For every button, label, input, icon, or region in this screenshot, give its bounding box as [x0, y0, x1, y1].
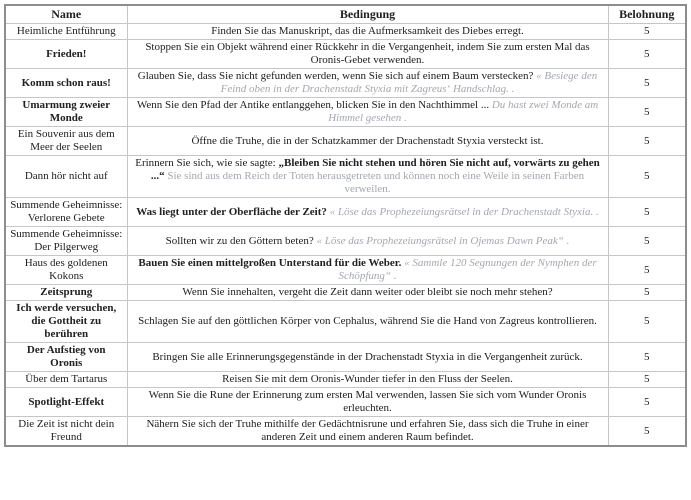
achievement-reward: 5: [608, 372, 686, 388]
condition-text: „Bleiben Sie nicht stehen und hören Sie nicht auf, vorwärts zu gehen ...“: [150, 157, 600, 182]
achievement-reward: 5: [608, 227, 686, 256]
condition-text: Was liegt unter der Oberfläche der Zeit?: [136, 205, 330, 218]
achievement-name: Über dem Tartarus: [5, 372, 127, 388]
column-header-reward: Belohnung: [608, 5, 686, 24]
achievement-name: Haus des goldenen Kokons: [5, 256, 127, 285]
achievement-condition: [127, 227, 608, 256]
achievement-name: Frieden!: [5, 40, 127, 69]
condition-text: Glauben Sie, dass Sie nicht gefunden werden, wenn Sie sich auf einem Baum verstecken?: [137, 70, 537, 82]
condition-text: Erinnern Sie sich, wie sie sagte:: [135, 157, 279, 169]
table-row: [5, 127, 686, 156]
table-row: [5, 285, 686, 301]
achievement-reward: 5: [608, 198, 686, 227]
condition-text: Wenn Sie den Pfad der Antike entlanggehen, blicken Sie in den Nachthimmel ...: [136, 99, 492, 111]
achievement-reward: 5: [608, 127, 686, 156]
condition-text: Stoppen Sie ein Objekt während einer Rückkehr in die Vergangenheit, indem Sie zum ersten Mal das Oronis-Gebet verwenden.: [145, 41, 590, 66]
column-header-condition: Bedingung: [127, 5, 608, 24]
achievement-condition: [127, 24, 608, 40]
table-body: [5, 24, 686, 447]
table-row: [5, 256, 686, 285]
condition-text: Schlagen Sie auf den göttlichen Körper von Cephalus, während Sie die Hand von Zagreus kontrollieren.: [138, 315, 597, 327]
column-header-name: Name: [5, 5, 127, 24]
condition-text: Bringen Sie alle Erinnerungsgegenstände in der Drachenstadt Styxia in die Vergangenheit zurück.: [152, 350, 583, 363]
achievement-name: Komm schon raus!: [5, 69, 127, 98]
condition-spoiler-text: Sie sind aus dem Reich der Toten herausgetreten und können noch eine Weile in seinen Farben verweilen.: [164, 170, 585, 195]
condition-spoiler-text: « Löse das Prophezeiungsrätsel in Ojemas Dawn Peak“ .: [316, 234, 570, 247]
achievement-condition: [127, 372, 608, 388]
achievement-condition: [127, 256, 608, 285]
condition-spoiler-text: « Löse das Prophezeiungsrätsel in der Drachenstadt Styxia. .: [329, 205, 599, 218]
condition-text: Finden Sie das Manuskript, das die Aufmerksamkeit des Diebes erregt.: [211, 25, 524, 37]
achievement-condition: [127, 285, 608, 301]
achievement-condition: [127, 388, 608, 417]
achievement-name: Der Aufstieg von Oronis: [5, 343, 127, 372]
achievement-reward: 5: [608, 343, 686, 372]
table-row: [5, 343, 686, 372]
achievement-reward: 5: [608, 24, 686, 40]
achievement-reward: 5: [608, 69, 686, 98]
table-row: [5, 417, 686, 447]
achievement-name: Spotlight-Effekt: [5, 388, 127, 417]
condition-text: Reisen Sie mit dem Oronis-Wunder tiefer in den Fluss der Seelen.: [222, 373, 513, 385]
condition-text: Wenn Sie die Rune der Erinnerung zum ersten Mal verwenden, lassen Sie sich vom Wunder Oronis erleuchten.: [148, 389, 587, 414]
achievement-condition: [127, 417, 608, 447]
achievement-name: Summende Geheimnisse: Der Pilgerweg: [5, 227, 127, 256]
header-row: [5, 5, 686, 24]
table-row: [5, 227, 686, 256]
achievement-condition: [127, 198, 608, 227]
achievement-name: Die Zeit ist nicht dein Freund: [5, 417, 127, 447]
condition-text: Bauen Sie einen mittelgroßen Unterstand für die Weber.: [138, 257, 405, 269]
achievement-name: Zeitsprung: [5, 285, 127, 301]
achievement-condition: [127, 301, 608, 343]
achievement-condition: [127, 156, 608, 198]
condition-spoiler-text: Du hast zwei Monde am Himmel gesehen .: [328, 99, 599, 124]
achievement-reward: 5: [608, 156, 686, 198]
achievement-reward: 5: [608, 40, 686, 69]
achievement-condition: [127, 40, 608, 69]
achievements-table: [4, 4, 687, 447]
table-row: [5, 388, 686, 417]
achievement-condition: [127, 69, 608, 98]
achievement-name: Heimliche Entführung: [5, 24, 127, 40]
achievement-reward: 5: [608, 417, 686, 447]
condition-text: Wenn Sie innehalten, vergeht die Zeit dann weiter oder bleibt sie noch mehr stehen?: [182, 286, 553, 298]
achievement-name: Ich werde versuchen, die Gottheit zu berühren: [5, 301, 127, 343]
table-row: [5, 301, 686, 343]
achievement-reward: 5: [608, 301, 686, 343]
table-header: [5, 5, 686, 24]
achievement-reward: 5: [608, 388, 686, 417]
table-row: [5, 156, 686, 198]
condition-text: Öffne die Truhe, die in der Schatzkammer der Drachenstadt Styxia versteckt ist.: [191, 134, 544, 147]
condition-spoiler-text: « Sammle 120 Segnungen der Nymphen der Schöpfung“ .: [338, 257, 597, 282]
achievement-name: Ein Souvenir aus dem Meer der Seelen: [5, 127, 127, 156]
table-row: [5, 69, 686, 98]
achievement-reward: 5: [608, 98, 686, 127]
achievement-name: Dann hör nicht auf: [5, 156, 127, 198]
condition-spoiler-text: « Besiege den Feind oben in der Drachenstadt Styxia mit Zagreus‘ Handschlag. .: [220, 70, 598, 95]
condition-text: Nähern Sie sich der Truhe mithilfe der Gedächtnisrune und erfahren Sie, dass sich die Truhe in einer anderen Zeit und einem anderen Raum befindet.: [146, 418, 589, 443]
achievement-reward: 5: [608, 256, 686, 285]
table-row: [5, 372, 686, 388]
table-row: [5, 98, 686, 127]
achievement-reward: 5: [608, 285, 686, 301]
achievement-name: Umarmung zweier Monde: [5, 98, 127, 127]
achievement-condition: [127, 127, 608, 156]
condition-text: Sollten wir zu den Göttern beten?: [165, 234, 317, 247]
achievement-name: Summende Geheimnisse: Verlorene Gebete: [5, 198, 127, 227]
achievement-condition: [127, 98, 608, 127]
achievement-condition: [127, 343, 608, 372]
table-row: [5, 40, 686, 69]
table-row: [5, 198, 686, 227]
table-row: [5, 24, 686, 40]
